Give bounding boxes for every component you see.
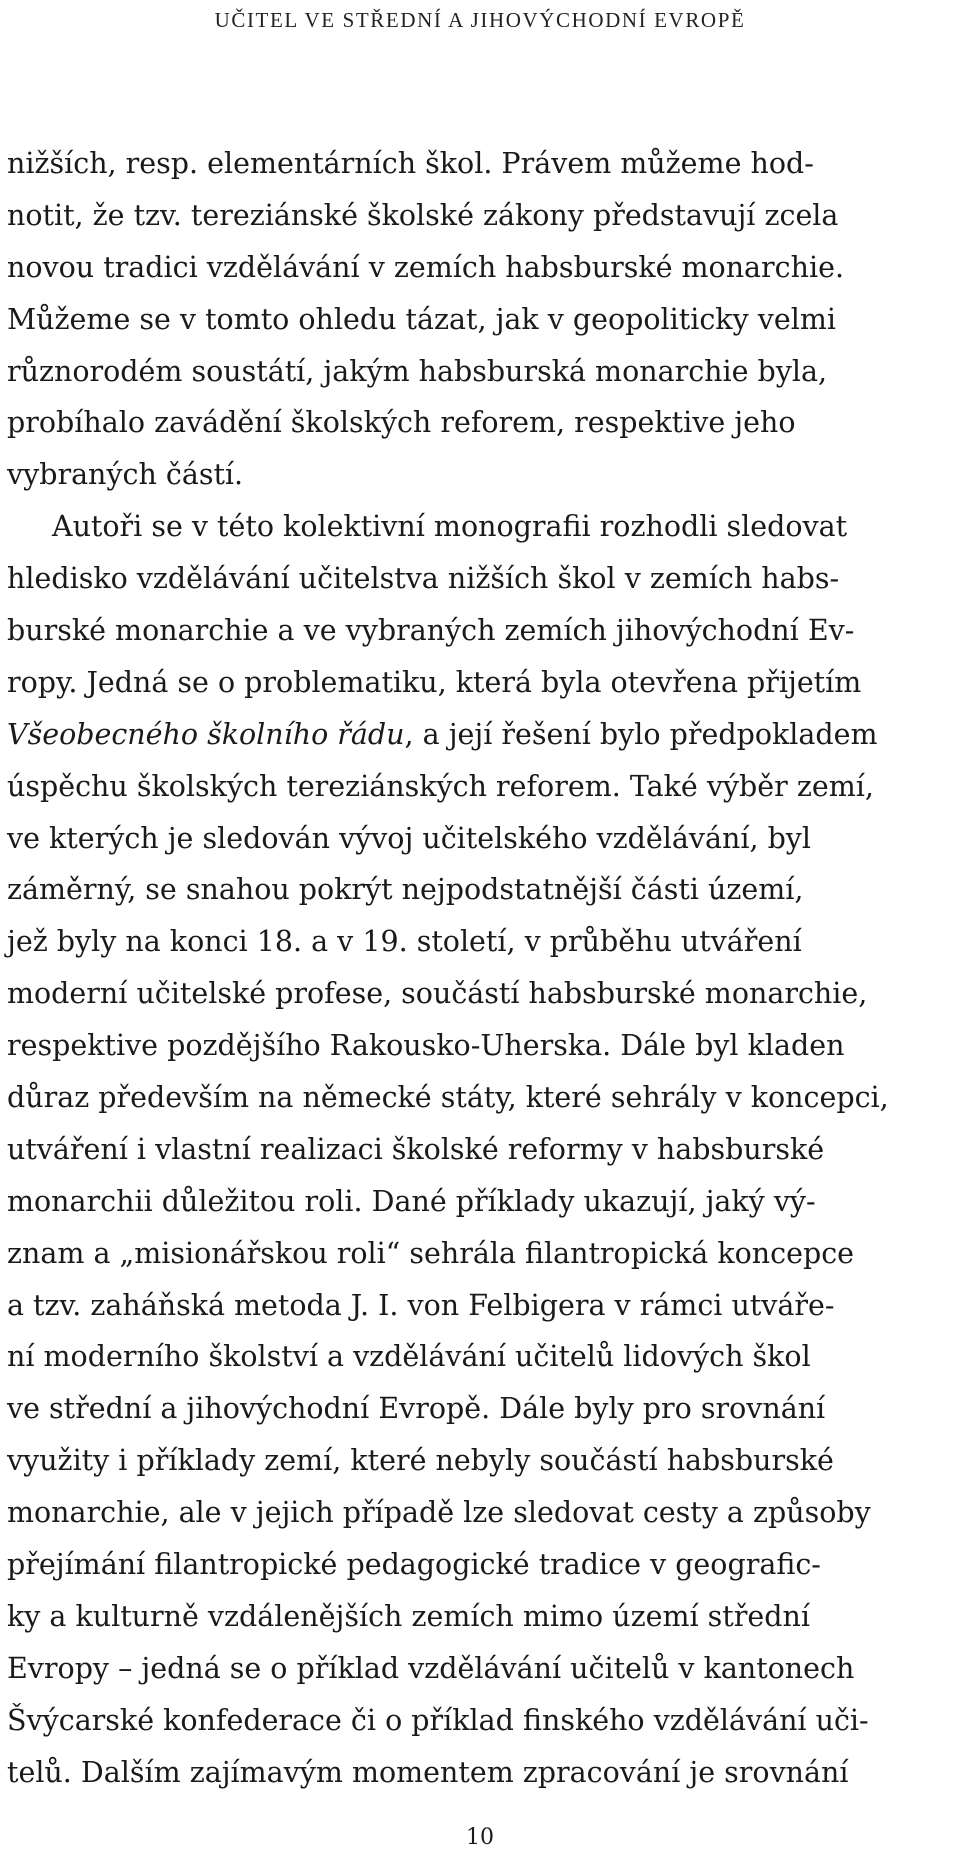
page-number: 10	[466, 1825, 494, 1850]
text-line: ní moderního školství a vzdělávání učitelů lidových škol	[7, 1340, 811, 1374]
text-line: jež byly na konci 18. a v 19. století, v průběhu utváření	[7, 925, 802, 959]
text-line: moderní učitelské profese, součástí habsburské monarchie,	[7, 977, 868, 1011]
text-line: různorodém soustátí, jakým habsburská monarchie byla,	[7, 354, 828, 388]
paragraph-start-line: Autoři se v této kolektivní monografii rozhodli sledovat	[52, 510, 848, 544]
text-line: novou tradici vzdělávání v zemích habsburské monarchie.	[7, 250, 845, 284]
text-line: nižších, resp. elementárních škol. Právem můžeme hod-	[7, 147, 814, 180]
text-line: využity i příklady zemí, které nebyly součástí habsburské	[7, 1444, 834, 1478]
text-line-rest: , a její řešení bylo předpokladem	[404, 717, 878, 751]
text-line: probíhalo zavádění školských reforem, respektive jeho	[7, 406, 796, 440]
italic-title: Všeobecného školního řádu	[7, 717, 405, 751]
text-line: hledisko vzdělávání učitelstva nižších škol v zemích habs-	[7, 562, 840, 596]
text-line: ky a kulturně vzdálenějších zemích mimo území střední	[7, 1599, 810, 1633]
text-line-with-italic	[7, 709, 953, 761]
text-line: ve střední a jihovýchodní Evropě. Dále byly pro srovnání	[7, 1392, 826, 1426]
text-line: Evropy – jedná se o příklad vzdělávání učitelů v kantonech	[7, 1651, 855, 1685]
text-line: a tzv. zaháňská metoda J. I. von Felbigera v rámci utváře-	[7, 1288, 835, 1322]
text-line: Švýcarské konfederace či o příklad finského vzdělávání uči-	[7, 1703, 869, 1737]
text-line: telů. Dalším zajímavým momentem zpracování je srovnání	[7, 1755, 849, 1789]
text-line: znam a „misionářskou roli“ sehrála filantropická koncepce	[7, 1236, 855, 1270]
running-header-title: UČITEL VE STŘEDNÍ A JIHOVÝCHODNÍ EVROPĚ	[214, 8, 746, 32]
body-text	[7, 138, 953, 1799]
text-line: důraz především na německé státy, které sehrály v koncepci,	[7, 1081, 889, 1115]
text-line: úspěchu školských tereziánských reforem. Také výběr zemí,	[7, 769, 874, 803]
text-line: Můžeme se v tomto ohledu tázat, jak v geopoliticky velmi	[7, 302, 836, 336]
text-line: přejímání filantropické pedagogické tradice v geografic-	[7, 1548, 821, 1582]
text-line: vybraných částí.	[7, 458, 244, 492]
text-line: respektive pozdějšího Rakousko-Uherska. Dále byl kladen	[7, 1029, 845, 1063]
text-line: monarchii důležitou roli. Dané příklady ukazují, jaký vý-	[7, 1184, 816, 1218]
text-line: ropy. Jedná se o problematiku, která byla otevřena přijetím	[7, 665, 862, 699]
text-line: monarchie, ale v jejich případě lze sledovat cesty a způsoby	[7, 1496, 871, 1530]
text-line: záměrný, se snahou pokrýt nejpodstatnější části území,	[7, 873, 804, 907]
text-line: burské monarchie a ve vybraných zemích jihovýchodní Ev-	[7, 614, 855, 648]
text-line: utváření i vlastní realizaci školské reformy v habsburské	[7, 1132, 825, 1166]
text-line: ve kterých je sledován vývoj učitelského vzdělávání, byl	[7, 821, 812, 855]
text-line: notit, že tzv. tereziánské školské zákony představují zcela	[7, 198, 839, 232]
